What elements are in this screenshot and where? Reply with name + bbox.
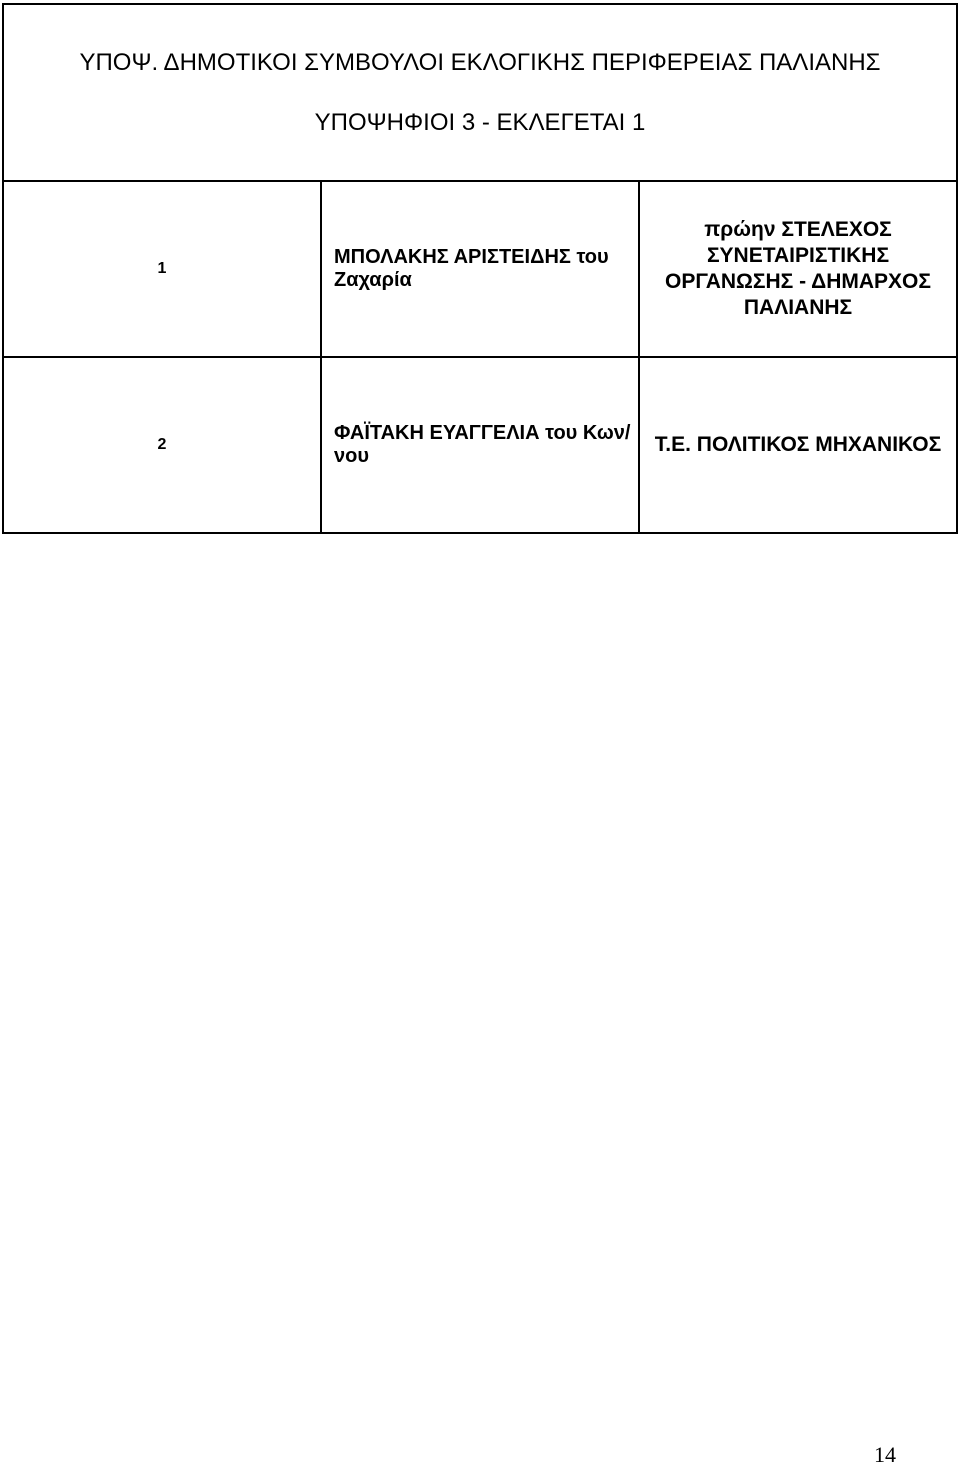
table-header-row xyxy=(3,4,957,181)
candidate-name: ΦΑΪΤΑΚΗ ΕΥΑΓΓΕΛΙΑ του Κων/νου xyxy=(321,357,639,533)
page-title: ΥΠΟΨ. ΔΗΜΟΤΙΚΟΙ ΣΥΜΒΟΥΛΟΙ ΕΚΛΟΓΙΚΗΣ ΠΕΡΙΦΕΡΕΙΑΣ ΠΑΛΙΑΝΗΣ xyxy=(79,48,881,76)
table-row xyxy=(3,181,957,357)
candidates-subtitle: ΥΠΟΨΗΦΙΟΙ 3 - ΕΚΛΕΓΕΤΑΙ 1 xyxy=(314,108,646,136)
candidates-table xyxy=(2,3,958,534)
table-header-cell xyxy=(3,4,957,181)
page-number: 14 xyxy=(874,1442,896,1467)
candidate-number: 2 xyxy=(3,357,321,533)
table-row xyxy=(3,357,957,533)
candidate-role: πρώην ΣΤΕΛΕΧΟΣ ΣΥΝΕΤΑΙΡΙΣΤΙΚΗΣ ΟΡΓΑΝΩΣΗΣ - ΔΗΜΑΡΧΟΣ ΠΑΛΙΑΝΗΣ xyxy=(639,181,957,357)
candidate-role: Τ.Ε. ΠΟΛΙΤΙΚΟΣ ΜΗΧΑΝΙΚΟΣ xyxy=(639,357,957,533)
candidate-number: 1 xyxy=(3,181,321,357)
candidate-name: ΜΠΟΛΑΚΗΣ ΑΡΙΣΤΕΙΔΗΣ του Ζαχαρία xyxy=(321,181,639,357)
